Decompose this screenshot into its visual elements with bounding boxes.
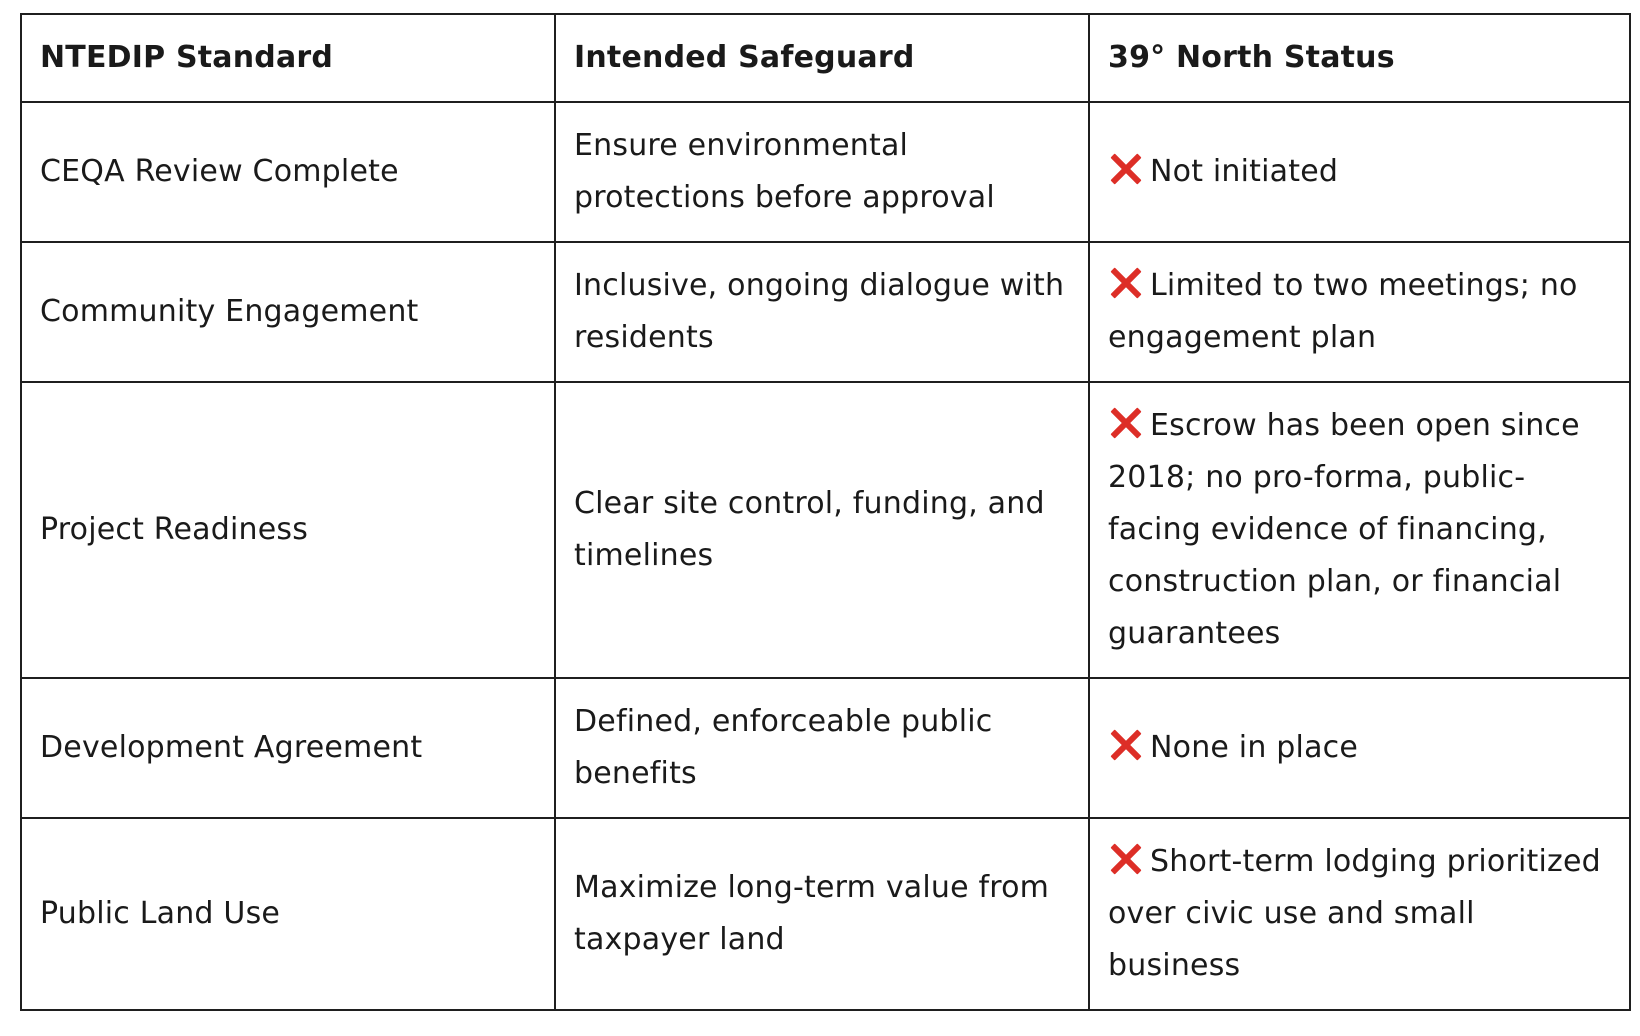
status-cell (1089, 382, 1630, 678)
header-ntedip-standard: NTEDIP Standard (21, 14, 555, 102)
status-text: Escrow has been open since 2018; no pro-forma, public-facing evidence of financing, construction plan, or financial guarantees (1108, 408, 1580, 651)
cross-mark-icon (1108, 405, 1142, 439)
standard-cell: Community Engagement (21, 242, 555, 382)
header-status: 39° North Status (1089, 14, 1630, 102)
table-row (21, 102, 1630, 242)
safeguard-cell: Defined, enforceable public benefits (555, 678, 1089, 818)
status-text: None in place (1150, 730, 1359, 765)
status-text: Limited to two meetings; no engagement plan (1108, 268, 1578, 355)
status-cell (1089, 678, 1630, 818)
cross-mark-icon (1108, 841, 1142, 875)
safeguard-cell: Ensure environmental protections before approval (555, 102, 1089, 242)
status-cell (1089, 818, 1630, 1010)
status-text: Not initiated (1150, 154, 1339, 189)
table-row (21, 382, 1630, 678)
cross-mark-icon (1108, 151, 1142, 185)
table-row (21, 242, 1630, 382)
standard-cell: Development Agreement (21, 678, 555, 818)
standard-cell: Public Land Use (21, 818, 555, 1010)
cross-mark-icon (1108, 727, 1142, 761)
header-intended-safeguard: Intended Safeguard (555, 14, 1089, 102)
cross-mark-icon (1108, 265, 1142, 299)
table-row (21, 678, 1630, 818)
comparison-table (20, 13, 1631, 1011)
header-row (21, 14, 1630, 102)
status-text: Short-term lodging prioritized over civic use and small business (1108, 844, 1601, 983)
status-cell (1089, 242, 1630, 382)
table-row (21, 818, 1630, 1010)
safeguard-cell: Maximize long-term value from taxpayer land (555, 818, 1089, 1010)
safeguard-cell: Inclusive, ongoing dialogue with residents (555, 242, 1089, 382)
standard-cell: CEQA Review Complete (21, 102, 555, 242)
status-cell (1089, 102, 1630, 242)
safeguard-cell: Clear site control, funding, and timelines (555, 382, 1089, 678)
standard-cell: Project Readiness (21, 382, 555, 678)
